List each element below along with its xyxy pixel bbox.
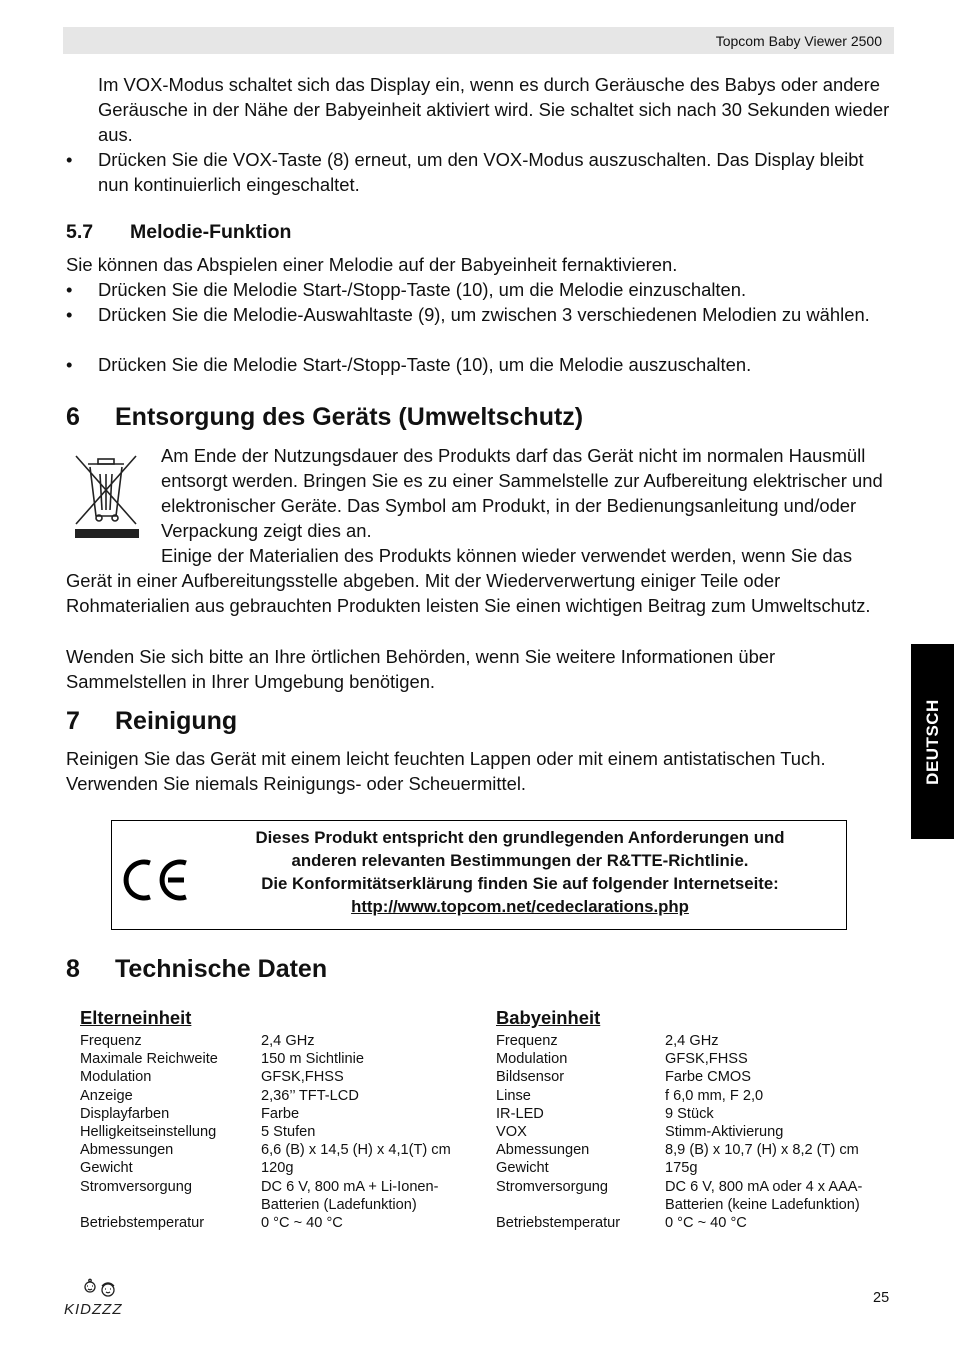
spec-row bbox=[80, 1050, 480, 1068]
spec-value-line: 0 °C ~ 40 °C bbox=[261, 1215, 343, 1232]
spec-value bbox=[261, 1159, 293, 1177]
spec-value-line: GFSK,FHSS bbox=[665, 1051, 748, 1068]
spec-value-line: Batterien (Ladefunktion) bbox=[261, 1196, 417, 1213]
baby-unit-specs bbox=[496, 1032, 896, 1232]
spec-label: Displayfarben bbox=[80, 1105, 170, 1122]
spec-label: Frequenz bbox=[496, 1033, 558, 1049]
list-item-text: Drücken Sie die Melodie Start-/Stopp-Taste (10), um die Melodie einzuschalten. bbox=[98, 279, 747, 300]
section-heading-6 bbox=[66, 403, 584, 432]
spec-value-line: 5 Stufen bbox=[261, 1124, 316, 1141]
spec-value-line: 150 m Sichtlinie bbox=[261, 1051, 365, 1068]
section-intro: Sie können das Abspielen einer Melodie auf der Babyeinheit fernaktivieren. bbox=[66, 254, 678, 275]
spec-value-line: Batterien (keine Ladefunktion) bbox=[665, 1196, 860, 1213]
spec-label: VOX bbox=[496, 1124, 527, 1141]
bullet-icon: • bbox=[66, 149, 73, 170]
spec-value bbox=[665, 1214, 747, 1232]
spec-value bbox=[261, 1068, 344, 1086]
section-title: Entsorgung des Geräts (Umweltschutz) bbox=[115, 403, 584, 431]
spec-value bbox=[665, 1032, 719, 1050]
spec-label: Abmessungen bbox=[496, 1142, 590, 1159]
spec-row bbox=[80, 1068, 480, 1086]
spec-row bbox=[496, 1050, 896, 1068]
page-header bbox=[63, 27, 894, 54]
spec-label: Stromversorgung bbox=[496, 1178, 608, 1195]
spec-row bbox=[80, 1159, 480, 1177]
ce-notice-box bbox=[111, 820, 847, 930]
spec-label: Betriebstemperatur bbox=[496, 1215, 621, 1232]
spec-value-line: DC 6 V, 800 mA + Li-Ionen- bbox=[261, 1178, 439, 1195]
spec-row bbox=[496, 1214, 896, 1232]
vox-paragraph: Im VOX-Modus schaltet sich das Display ein, wenn es durch Geräusche des Babys oder andere Geräusche in der Nähe der Babyeinheit aktiviert wird. Sie schaltet sich nach 30 Sekunden wieder aus. bbox=[98, 74, 890, 145]
list-item-text: Drücken Sie die VOX-Taste (8) erneut, um den VOX-Modus auszuschalten. Das Display bleibt nun kontinuierlich eingeschaltet. bbox=[98, 149, 864, 195]
parent-unit-heading: Elterneinheit bbox=[80, 1007, 192, 1028]
spec-row bbox=[80, 1178, 480, 1214]
spec-value bbox=[665, 1123, 783, 1141]
page-number: 25 bbox=[873, 1290, 890, 1306]
spec-row bbox=[80, 1105, 480, 1123]
spec-row bbox=[496, 1141, 896, 1159]
spec-value bbox=[261, 1178, 439, 1214]
section-title: Reinigung bbox=[115, 707, 238, 735]
language-tab-label: DEUTSCH bbox=[922, 698, 942, 785]
spec-row bbox=[496, 1087, 896, 1105]
list-item-text: Drücken Sie die Melodie Start-/Stopp-Taste (10), um die Melodie auszuschalten. bbox=[98, 354, 752, 375]
weee-bin-icon bbox=[68, 450, 144, 542]
section-number: 6 bbox=[66, 403, 80, 431]
spec-value bbox=[261, 1141, 451, 1159]
spec-value-line: 8,9 (B) x 10,7 (H) x 8,2 (T) cm bbox=[665, 1142, 859, 1159]
spec-value-line: 175g bbox=[665, 1160, 698, 1177]
section-heading-7 bbox=[66, 707, 238, 736]
parent-unit-specs bbox=[80, 1032, 480, 1232]
list-item bbox=[66, 147, 898, 197]
spec-row bbox=[496, 1178, 896, 1214]
spec-label: Gewicht bbox=[496, 1160, 549, 1177]
language-tab bbox=[911, 644, 954, 839]
recycling-paragraph: Einige der Materialien des Produkts können wieder verwendet werden, wenn Sie das Gerät in einer Aufbereitungsstelle abgeben. Mit der Wiederverwertung einiger Teile oder Rohmaterialien aus gebrauchten Produkten leisten Sie einen wichtigen Beitrag zum Umweltschutz. bbox=[66, 545, 871, 616]
spec-row bbox=[80, 1141, 480, 1159]
spec-value bbox=[665, 1105, 714, 1123]
spec-label: Stromversorgung bbox=[80, 1178, 192, 1195]
list-item bbox=[66, 302, 896, 327]
spec-value-line: DC 6 V, 800 mA oder 4 x AAA- bbox=[665, 1178, 863, 1195]
list-item bbox=[66, 277, 898, 302]
spec-value-line: GFSK,FHSS bbox=[261, 1069, 344, 1086]
spec-value bbox=[665, 1050, 748, 1068]
spec-value-line: 0 °C ~ 40 °C bbox=[665, 1215, 747, 1232]
header-title: Topcom Baby Viewer 2500 bbox=[715, 33, 882, 49]
spec-value bbox=[261, 1087, 359, 1105]
ce-line-1: Dieses Produkt entspricht den grundlegenden Anforderungen und bbox=[255, 828, 785, 847]
spec-row bbox=[80, 1123, 480, 1141]
spec-label: Modulation bbox=[496, 1051, 568, 1068]
spec-label: IR-LED bbox=[496, 1105, 544, 1122]
spec-value-line: Stimm-Aktivierung bbox=[665, 1124, 784, 1141]
spec-value-line: 2,4 GHz bbox=[665, 1033, 719, 1049]
spec-label: Anzeige bbox=[80, 1087, 133, 1104]
spec-label: Linse bbox=[496, 1087, 531, 1104]
list-item bbox=[66, 352, 898, 377]
list-item-text: Drücken Sie die Melodie-Auswahltaste (9), um zwischen 3 verschiedenen Melodien zu wählen. bbox=[98, 304, 870, 325]
spec-row bbox=[496, 1105, 896, 1123]
disposal-paragraph: Am Ende der Nutzungsdauer des Produkts darf das Gerät nicht im normalen Hausmüll entsorgt werden. Bringen Sie es zu einer Sammelstelle zur Aufbereitung elektrischer und elektronischer Geräte. Das Symbol am Produkt, in der Bedienungsanleitung und/oder Verpackung zeigt dies an. bbox=[161, 445, 883, 541]
ce-notice-text bbox=[222, 826, 818, 918]
bullet-icon: • bbox=[66, 354, 73, 375]
section-title: Melodie-Funktion bbox=[130, 221, 292, 243]
spec-value bbox=[665, 1141, 859, 1159]
ce-line-2: anderen relevanten Bestimmungen der R&TTE-Richtlinie. bbox=[291, 851, 749, 870]
spec-value bbox=[261, 1032, 315, 1050]
spec-value bbox=[665, 1159, 697, 1177]
spec-value bbox=[665, 1068, 751, 1086]
spec-value-line: 2,4 GHz bbox=[261, 1033, 315, 1049]
spec-label: Bildsensor bbox=[496, 1069, 565, 1086]
section-heading-5-7 bbox=[66, 221, 292, 244]
spec-row bbox=[80, 1032, 480, 1050]
cleaning-paragraph: Reinigen Sie das Gerät mit einem leicht feuchten Lappen oder mit einem antistatischen Tuch. Verwenden Sie niemals Reinigungs- oder Scheuermittel. bbox=[66, 748, 826, 794]
spec-value bbox=[665, 1087, 763, 1105]
spec-value-line: 6,6 (B) x 14,5 (H) x 4,1(T) cm bbox=[261, 1142, 451, 1159]
ce-line-3: Die Konformitätserklärung finden Sie auf folgender Internetseite: bbox=[261, 874, 779, 893]
spec-row bbox=[80, 1214, 480, 1232]
spec-label: Helligkeitseinstellung bbox=[80, 1124, 217, 1141]
spec-label: Abmessungen bbox=[80, 1142, 174, 1159]
spec-row bbox=[496, 1159, 896, 1177]
bullet-icon: • bbox=[66, 304, 73, 325]
ce-mark-icon bbox=[122, 855, 192, 905]
section-title: Technische Daten bbox=[115, 955, 328, 983]
section-number: 5.7 bbox=[66, 221, 94, 243]
section-heading-8 bbox=[66, 955, 328, 984]
spec-row bbox=[496, 1032, 896, 1050]
spec-value-line: 2,36’’ TFT-LCD bbox=[261, 1087, 359, 1104]
baby-unit-heading: Babyeinheit bbox=[496, 1007, 601, 1028]
svg-text:KIDZZZ: KIDZZZ bbox=[64, 1301, 123, 1318]
spec-row bbox=[496, 1123, 896, 1141]
authorities-paragraph: Wenden Sie sich bitte an Ihre örtlichen Behörden, wenn Sie weitere Informationen über Sammelstellen in Ihrer Umgebung benötigen. bbox=[66, 646, 776, 692]
spec-value-line: Farbe bbox=[261, 1105, 300, 1122]
spec-row bbox=[496, 1068, 896, 1086]
spec-label: Gewicht bbox=[80, 1160, 133, 1177]
spec-value bbox=[261, 1050, 364, 1068]
spec-value bbox=[261, 1105, 299, 1123]
kidzzz-logo bbox=[62, 1278, 136, 1320]
bullet-icon: • bbox=[66, 279, 73, 300]
spec-value bbox=[261, 1214, 343, 1232]
spec-label: Maximale Reichweite bbox=[80, 1051, 218, 1068]
spec-value bbox=[665, 1178, 862, 1214]
spec-value-line: 9 Stück bbox=[665, 1105, 714, 1122]
spec-value bbox=[261, 1123, 315, 1141]
section-number: 7 bbox=[66, 707, 80, 735]
spec-row bbox=[80, 1087, 480, 1105]
spec-value-line: Farbe CMOS bbox=[665, 1069, 751, 1086]
spec-label: Betriebstemperatur bbox=[80, 1215, 205, 1232]
ce-declaration-link[interactable]: http://www.topcom.net/cedeclarations.php bbox=[351, 897, 689, 916]
spec-label: Modulation bbox=[80, 1069, 152, 1086]
spec-value-line: 120g bbox=[261, 1160, 294, 1177]
section-number: 8 bbox=[66, 955, 80, 983]
spec-label: Frequenz bbox=[80, 1033, 142, 1049]
spec-value-line: f 6,0 mm, F 2,0 bbox=[665, 1087, 764, 1104]
